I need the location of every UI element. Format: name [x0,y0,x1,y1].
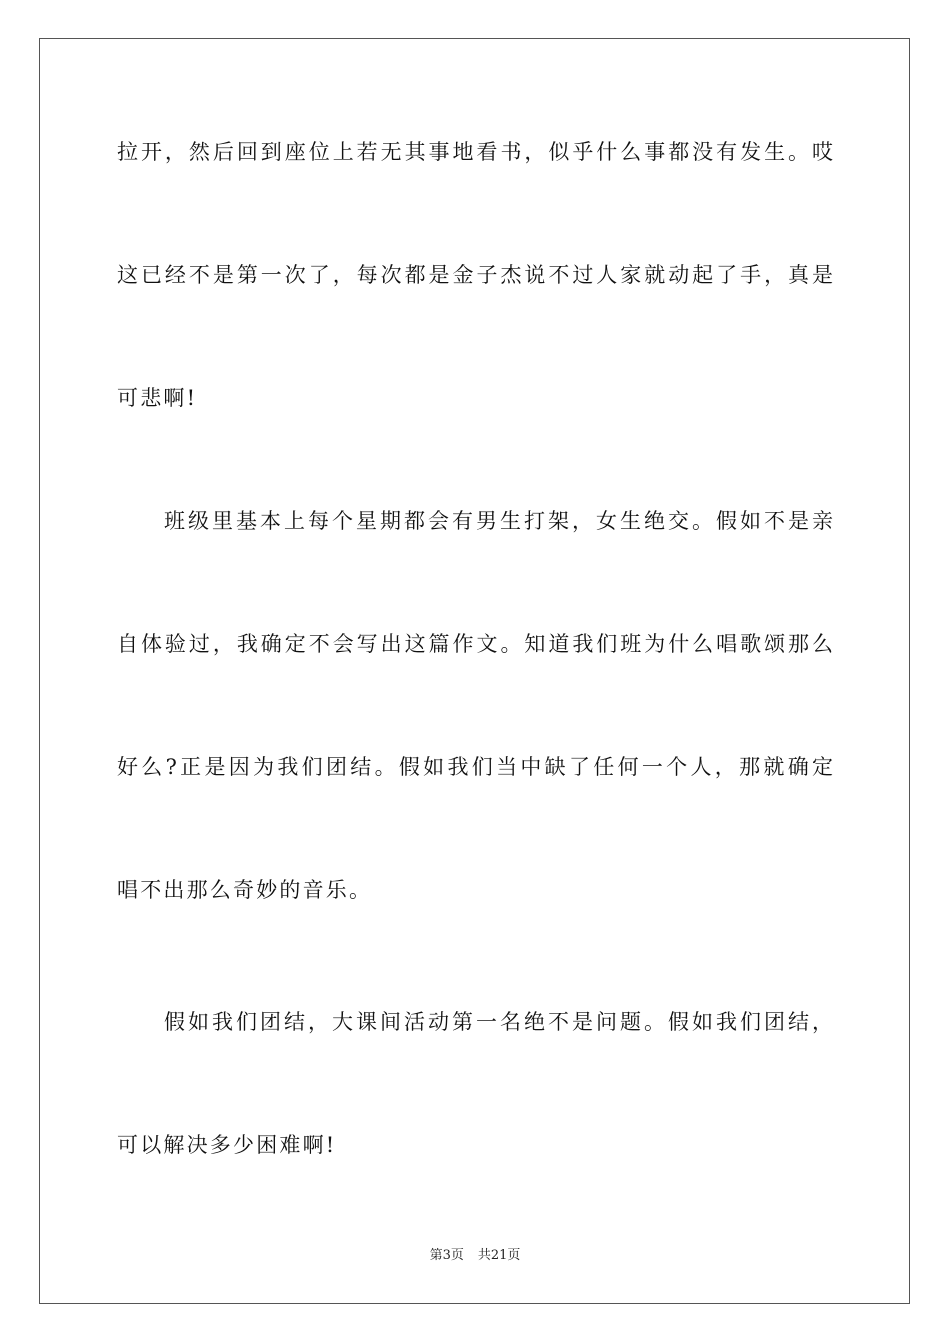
paragraph-line: 拉开，然后回到座位上若无其事地看书，似乎什么事都没有发生。哎 [117,140,833,164]
page-footer [0,1247,950,1265]
paragraph-line: 班级里基本上每个星期都会有男生打架，女生绝交。假如不是亲 [164,509,833,533]
paragraph-line: 这已经不是第一次了，每次都是金子杰说不过人家就动起了手，真是 [117,263,833,287]
page-total: 共21页 [477,1248,521,1263]
paragraph-line: 假如我们团结，大课间活动第一名绝不是问题。假如我们团结， [164,1010,833,1034]
page-number: 第3页 [429,1248,464,1263]
paragraph-line: 好么?正是因为我们团结。假如我们当中缺了任何一个人，那就确定 [117,755,833,779]
paragraph-line: 可悲啊! [117,386,198,410]
page-border [39,38,910,1304]
paragraph-line: 唱不出那么奇妙的音乐。 [117,878,373,902]
paragraph-line: 自体验过，我确定不会写出这篇作文。知道我们班为什么唱歌颂那么 [117,632,833,656]
paragraph-line: 可以解决多少困难啊! [117,1133,337,1157]
